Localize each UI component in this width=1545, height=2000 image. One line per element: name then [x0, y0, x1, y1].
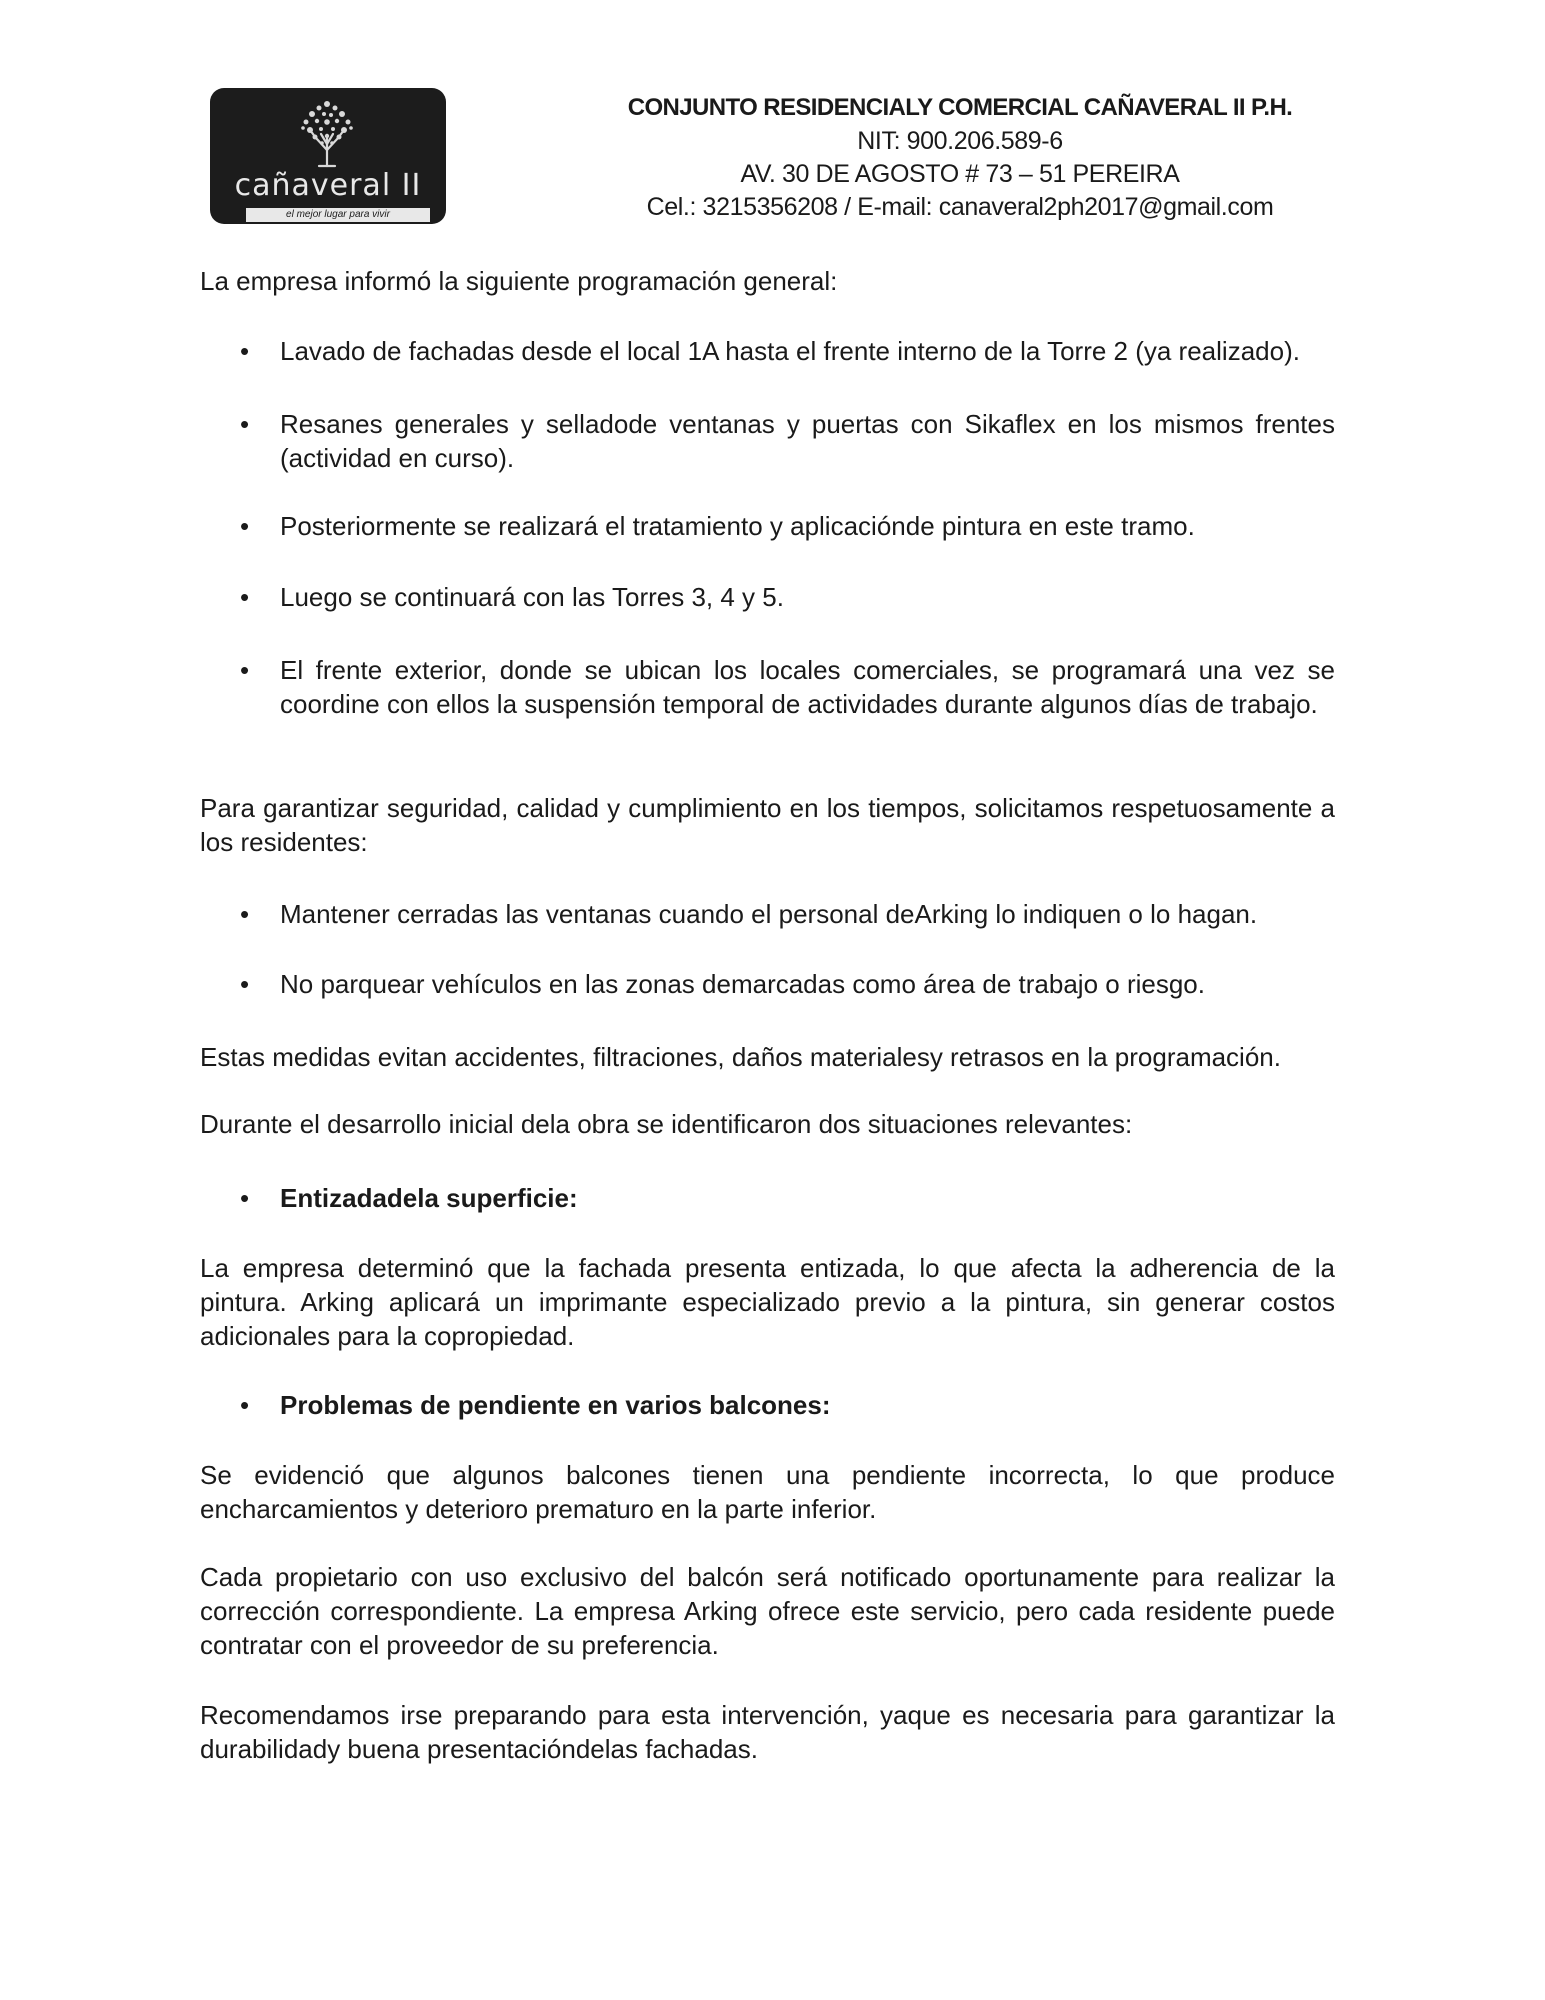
situation-heading-text: Problemas de pendiente en varios balcones: — [280, 1390, 831, 1420]
bullet-icon: • — [240, 969, 250, 999]
organization-address: AV. 30 DE AGOSTO # 73 – 51 PEREIRA — [740, 160, 1180, 188]
program-item-text: Posteriormente se realizará el tratamiento y aplicaciónde pintura en este tramo. — [280, 511, 1195, 541]
bullet-icon: • — [240, 409, 250, 439]
program-item-text: Lavado de fachadas desde el local 1A hasta el frente interno de la Torre 2 (ya realizado). — [280, 336, 1300, 366]
bullet-icon: • — [240, 336, 250, 366]
situation-2-paragraph: Se evidenció que algunos balcones tienen una pendiente incorrecta, lo que produce encharcamientos y deterioro prematuro en la parte inferior. — [200, 1460, 1335, 1524]
program-item-text: Resanes generales y selladode ventanas y puertas con Sikaflex en los mismos frentes (actividad en curso). — [280, 409, 1335, 473]
organization-title: CONJUNTO RESIDENCIALY COMERCIAL CAÑAVERAL II P.H. — [627, 94, 1293, 121]
bullet-icon: • — [240, 582, 250, 612]
bullet-icon: • — [240, 1183, 250, 1213]
tree-icon — [292, 94, 362, 170]
program-item-text: El frente exterior, donde se ubican los locales comerciales, se programará una vez se coordine con ellos la suspensión temporal de actividades durante algunos días de trabajo. — [280, 655, 1335, 719]
request-item-text: Mantener cerradas las ventanas cuando el personal deArking lo indiquen o lo hagan. — [280, 899, 1258, 929]
intro-paragraph: La empresa informó la siguiente programación general: — [200, 266, 838, 296]
situation-heading-text: Entizadadela superficie: — [280, 1183, 578, 1213]
bullet-icon: • — [240, 655, 250, 685]
bullet-icon: • — [240, 899, 250, 929]
program-item-text: Luego se continuará con las Torres 3, 4 y 5. — [280, 582, 784, 612]
measures-paragraph: Estas medidas evitan accidentes, filtraciones, daños materialesy retrasos en la programación. — [200, 1042, 1281, 1072]
bullet-icon: • — [240, 511, 250, 541]
organization-nit: NIT: 900.206.589-6 — [857, 127, 1063, 155]
logo-tagline: el mejor lugar para vivir — [246, 208, 430, 222]
organization-contact: Cel.: 3215356208 / E-mail: canaveral2ph2017@gmail.com — [646, 193, 1274, 221]
situation-1-paragraph: La empresa determinó que la fachada presenta entizada, lo que afecta la adherencia de la pintura. Arking aplicará un imprimante especializado previo a la pintura, sin generar costos adicionales para la copropiedad. — [200, 1253, 1335, 1351]
owner-notice-paragraph: Cada propietario con uso exclusivo del balcón será notificado oportunamente para realizar la corrección correspondiente. La empresa Arking ofrece este servicio, pero cada residente puede contratar con el proveedor de su preferencia. — [200, 1562, 1335, 1660]
recommendation-paragraph: Recomendamos irse preparando para esta intervención, yaque es necesaria para garantizar la durabilidady buena presentacióndelas fachadas. — [200, 1700, 1335, 1764]
request-item-text: No parquear vehículos en las zonas demarcadas como área de trabajo o riesgo. — [280, 969, 1205, 999]
situations-intro-paragraph: Durante el desarrollo inicial dela obra se identificaron dos situaciones relevantes: — [200, 1109, 1133, 1139]
request-intro-paragraph: Para garantizar seguridad, calidad y cumplimiento en los tiempos, solicitamos respetuosamente a los residentes: — [200, 793, 1335, 857]
bullet-icon: • — [240, 1390, 250, 1420]
logo-name: cañaveral II — [234, 168, 422, 203]
canaveral-logo — [210, 88, 446, 224]
